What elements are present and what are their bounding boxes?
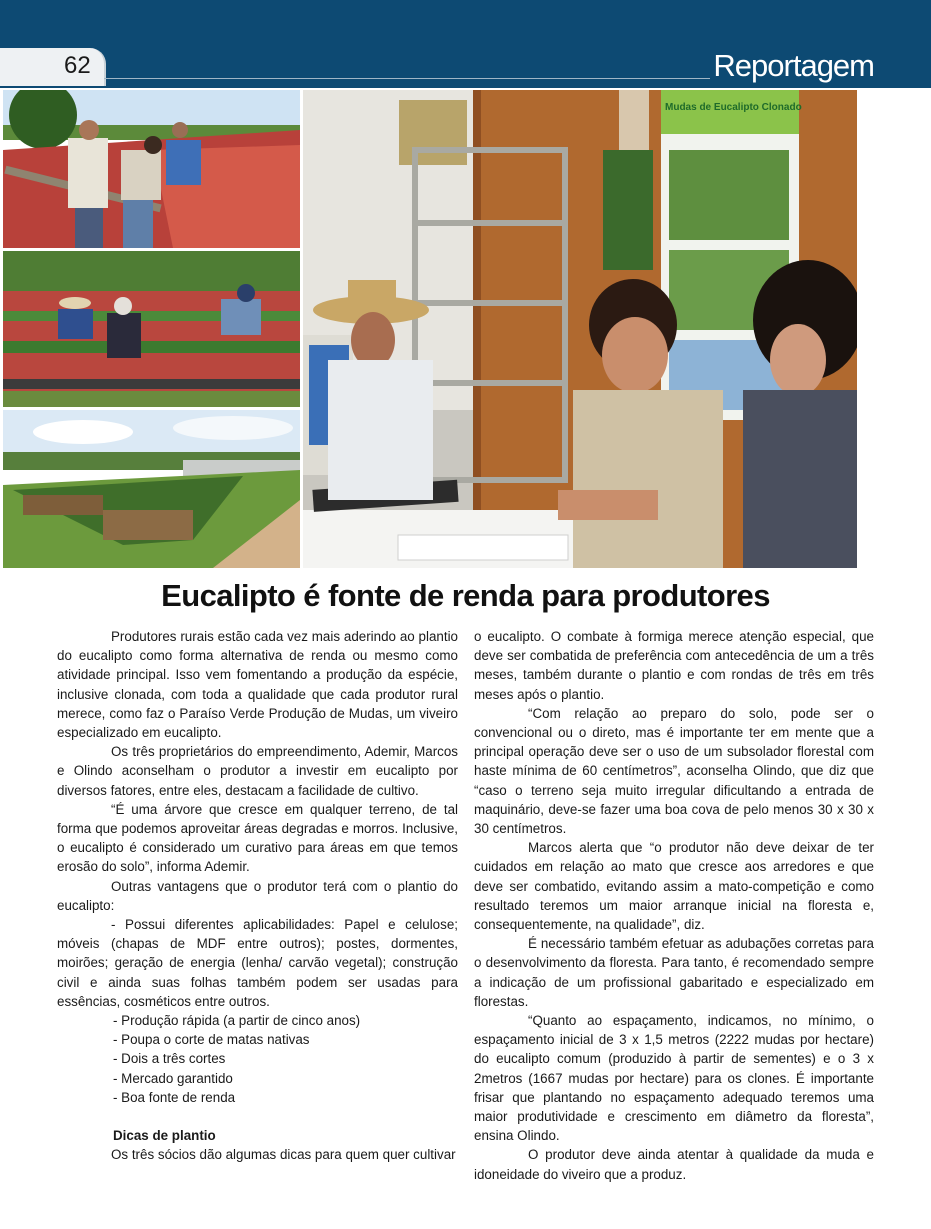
paragraph: Os três proprietários do empreendimento, Ademir, Marcos e Olindo aconselham o produtor a investir em eucalipto por diversos fatores, entre eles, destacam a facilidade de cultivo. [57,744,458,798]
paragraph: Outras vantagens que o produtor terá com o plantio do eucalipto: [57,878,458,913]
article-column-right [474,627,874,1184]
list-item: - Mercado garantido [113,1070,233,1086]
paragraph: “Com relação ao preparo do solo, pode ser o convencional ou o direto, mas é importante ter em mente que a principal operação deve ser o uso de um subsolador florestal com haste mínima de 60 centímetros”, aconselha Olindo, que diz que “caso o terreno seja muito irregular dificultando a entrada de maquinário, deve-se fazer uma boa cova de pelo menos 30 x 30 x 30 centímetros. [474,705,874,837]
subheading: Dicas de plantio [113,1128,216,1144]
paragraph: Produtores rurais estão cada vez mais aderindo ao plantio do eucalipto como forma alternativa de renda ou mesmo como atividade principal. Isso vem fomentando a produção da espécie, inclusive clonada, com toda a qualidade que cada produtor rural merece, como faz o Paraíso Verde Produção de Mudas, um viveiro especializado em eucalipto. [57,629,458,741]
paragraph: Marcos alerta que “o produtor não deve deixar de ter cuidados em relação ao mato que cresce aos arredores e que deve ser combatido, evitando assim a mato-competição e como resultado teremos um maior arranque inicial na floresta e, consequentemente, na qualidade”, diz. [474,840,874,933]
paragraph: “Quanto ao espaçamento, indicamos, no mínimo, o espaçamento inicial de 3 x 1,5 metros (2222 mudas por hectare) do eucalipto comum (produzido à partir de sementes) e o 3 x 2metros (1667 mudas por hectare) para os clones. É importante frisar que plantando no espaçamento adequado teremos uma maior produtividade e crescimento em diâmetro da floresta”, ensina Olindo. [474,1013,874,1144]
paragraph: Os três sócios dão algumas dicas para quem quer cultivar [111,1147,456,1163]
photo-nursery-workers [3,90,300,248]
list-item: - Dois a três cortes [113,1051,226,1067]
article-title: Eucalipto é fonte de renda para produtores [161,578,770,613]
photo-greenhouse-trays [3,410,300,568]
paragraph: É necessário também efetuar as adubações corretas para o desenvolvimento da floresta. Para tanto, é recomendado sempre a indicação de um profissional gabaritado e especializado em florestas. [474,936,874,1009]
paragraph-continuation: o eucalipto. O combate à formiga merece atenção especial, que deve ser combatida de preferência com antecedência de um a três meses, também durante o plantio e com rondas de três em três meses após o plantio. [474,629,874,702]
paragraph: O produtor deve ainda atentar à qualidade da muda e idoneidade do viveiro que a produz. [474,1147,874,1182]
poster-title: Mudas de Eucalipto Clonado [665,102,802,113]
article-column-left [57,627,458,1164]
section-title: Reportagem [713,48,874,83]
photo-workers-seedling-beds [3,251,300,407]
page-number: 62 [64,52,91,79]
photo-owners-office [303,90,857,568]
header-rule [104,78,710,79]
paragraph: “É uma árvore que cresce em qualquer terreno, de tal forma que podemos aproveitar áreas degradas e morros. Inclusive, o eucalipto é considerado um curativo para áreas em que temos erosão do solo”, informa Ademir. [57,801,458,875]
list-item: - Boa fonte de renda [113,1089,236,1105]
list-item: - Produção rápida (a partir de cinco anos) [113,1013,361,1029]
paragraph: - Possui diferentes aplicabilidades: Papel e celulose; móveis (chapas de MDF entre outros); postes, dormentes, moirões; geração de energia (lenha/ carvão vegetal); construção civil e ainda suas folhas também podem ser usadas para essências, cosméticos entre outros. [57,917,458,1009]
list-item: - Poupa o corte de matas nativas [113,1032,310,1048]
